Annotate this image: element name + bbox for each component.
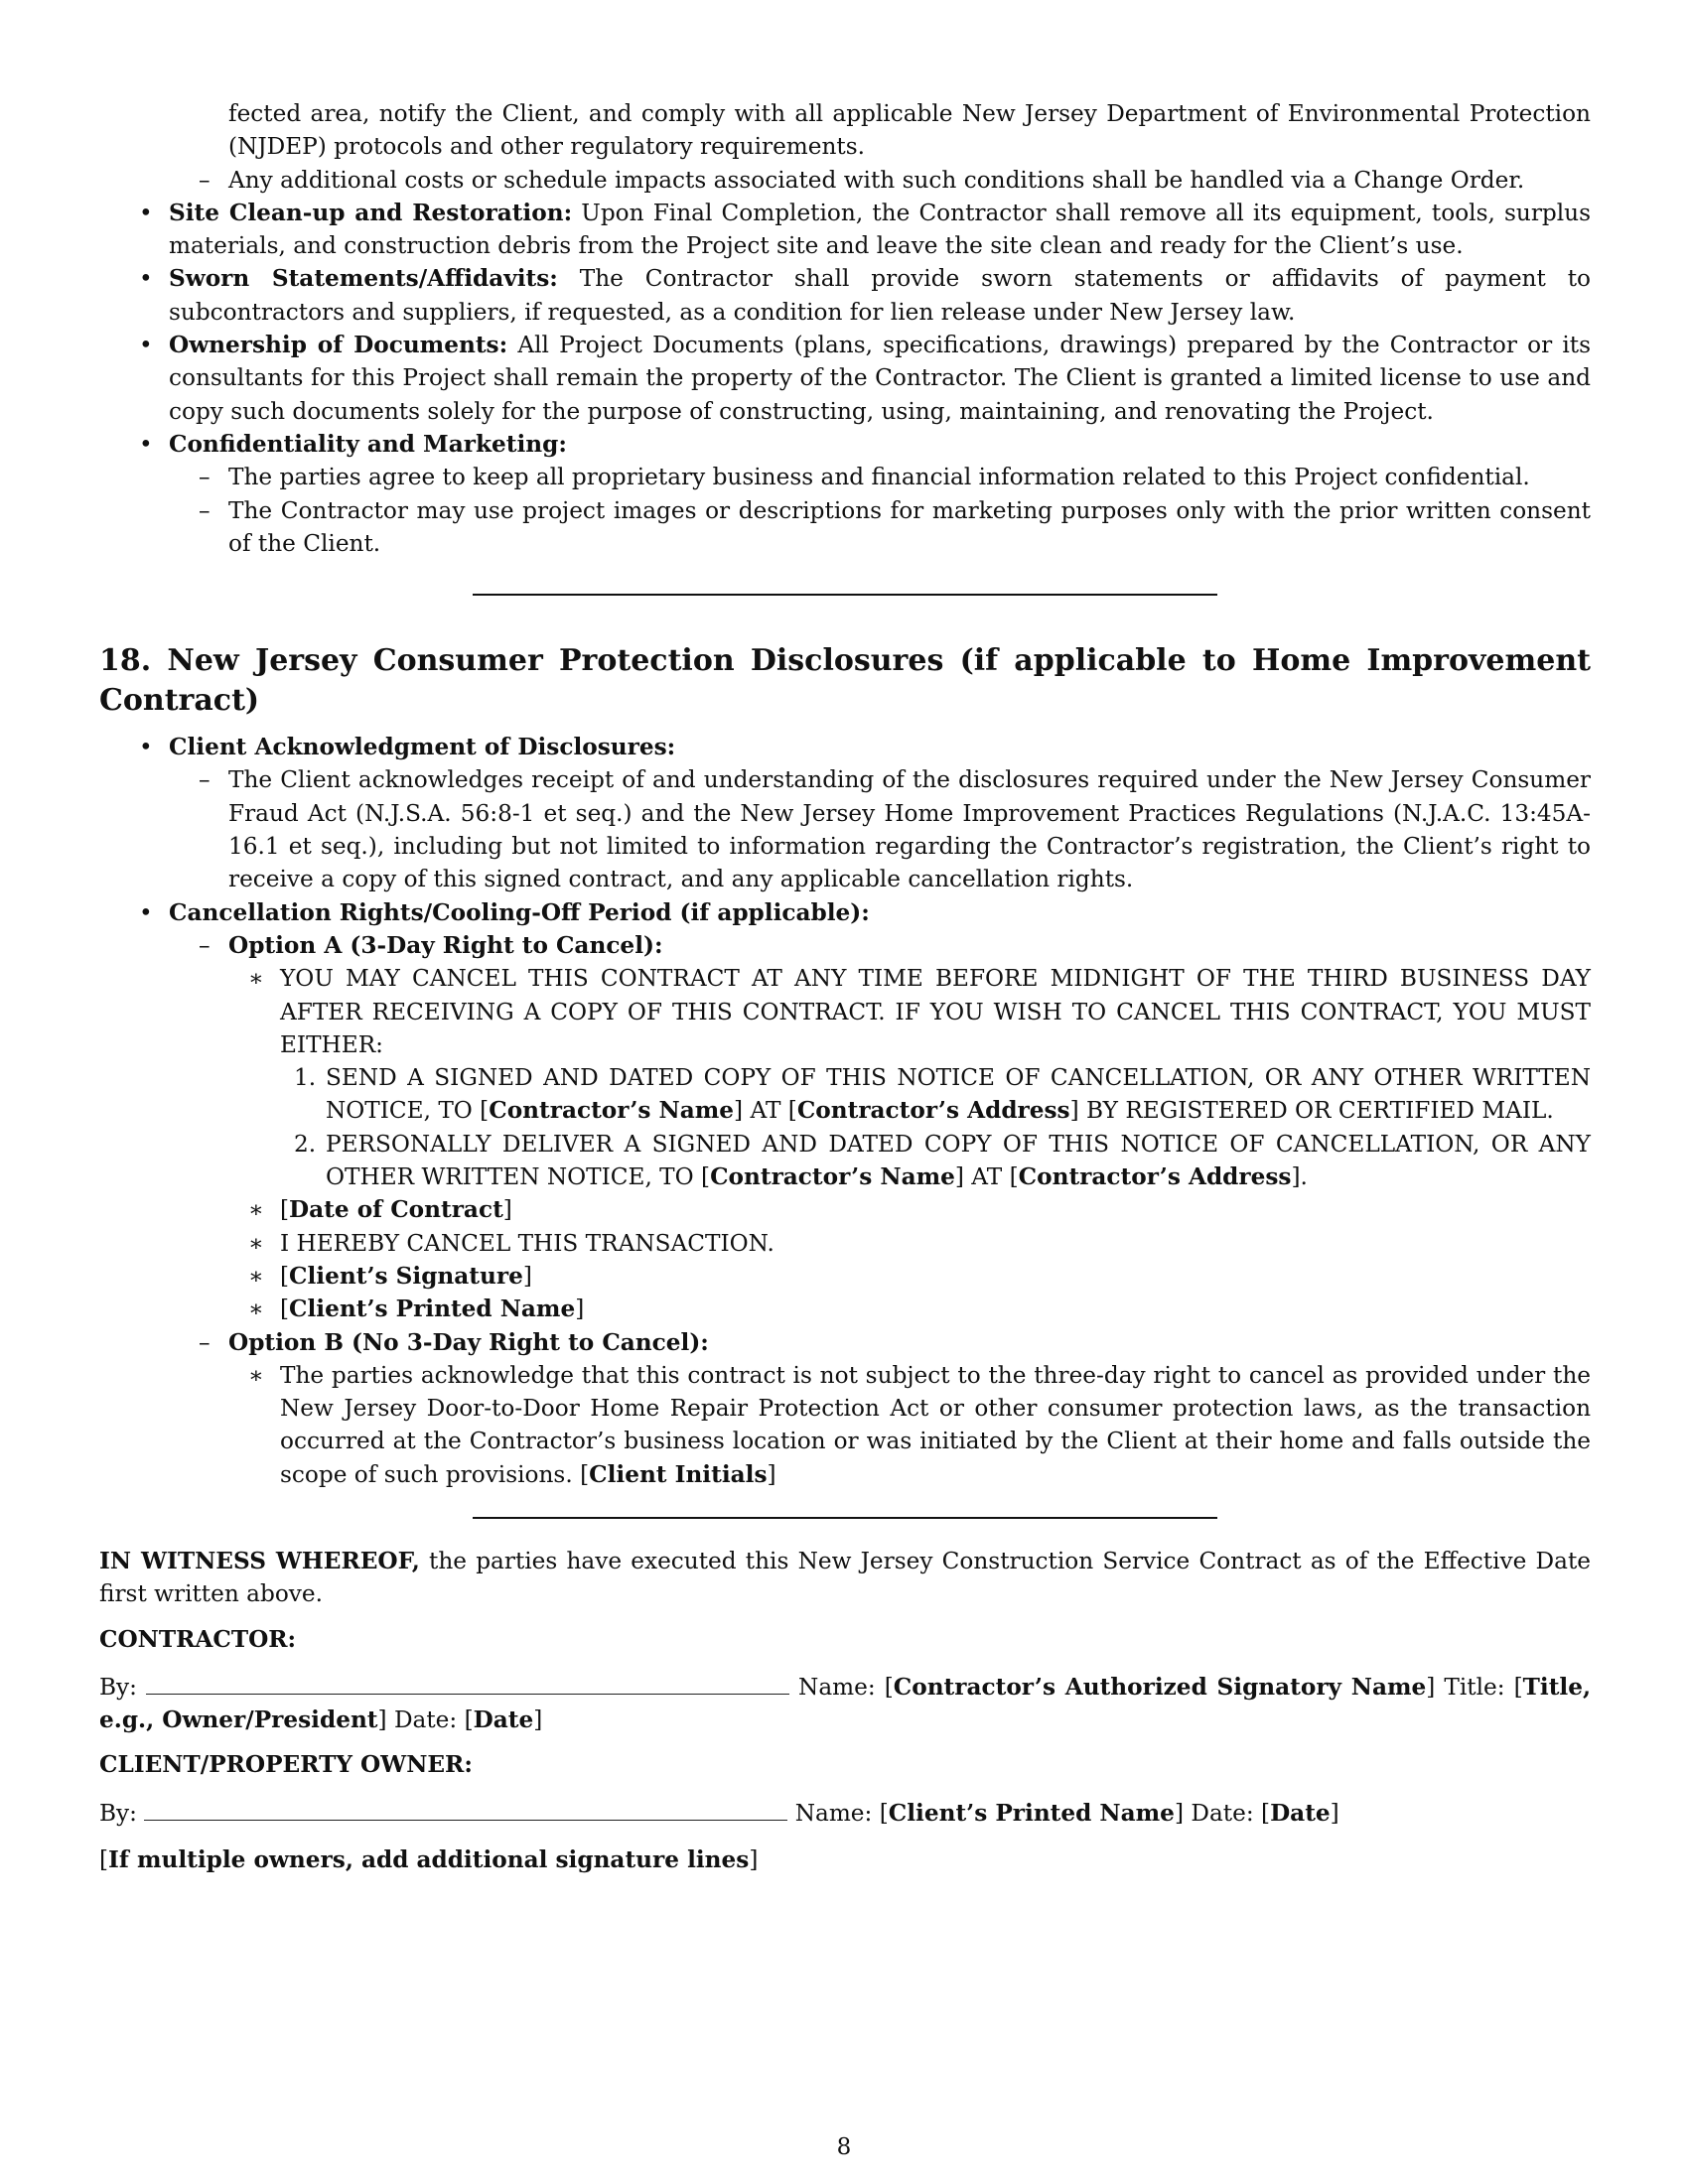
list-item: – Any additional costs or schedule impacts associated with such conditions shall be handled via a Change Order. (199, 166, 1525, 194)
contractor-signature-block: By: Name: [Contractor’s Authorized Signatory Name] Title: [Title, e.g., Owner/President] Date: [Date] (99, 1670, 1591, 1737)
list-item: ∗ I HEREBY CANCEL THIS TRANSACTION. (248, 1229, 774, 1257)
list-item: ∗ [Client’s Signature] (248, 1262, 532, 1290)
document-page (99, 97, 1591, 1876)
list-item: • Site Clean-up and Restoration: Upon Final Completion, the Contractor shall remove all its equipment, tools, surplus materials, and construction debris from the Project site and leave the site clean and ready for the Client’s use. (139, 199, 1592, 260)
client-signature-block: By: Name: [Client’s Printed Name] Date: [Date] (99, 1796, 1591, 1830)
list-item: – Option A (3-Day Right to Cancel): (199, 931, 663, 959)
list-item: • Sworn Statements/Affidavits: The Contractor shall provide sworn statements or affidavits of payment to subcontractors and suppliers, if requested, as a condition for lien release under New Jersey law. (139, 265, 1591, 326)
list-item: ∗ [Date of Contract] (248, 1196, 512, 1224)
list-item: – The Client acknowledges receipt of and understanding of the disclosures required under the New Jersey Consumer Fraud Act (N.J.S.A. 56:8-1 et seq.) and the New Jersey Home Improvement Practices Regulations (N.J.A.C. 13:45A-16.1 et seq.), including but not limited to information regarding the Contractor’s registration, the Client’s right to receive a copy of this signed contract, and any applicable cancellation rights. (199, 766, 1591, 893)
list-item: – The parties agree to keep all proprietary business and financial information related to this Project confidential. (199, 464, 1530, 491)
list-item: ∗ [Client’s Printed Name] (248, 1296, 585, 1323)
section-heading: 18. New Jersey Consumer Protection Disclosures (if applicable to Home Improvement Contract) (99, 643, 1591, 719)
list-item: • Client Acknowledgment of Disclosures: (139, 734, 676, 761)
contractor-heading: CONTRACTOR: (99, 1625, 297, 1653)
numbered-item: 2. PERSONALLY DELIVER A SIGNED AND DATED COPY OF THIS NOTICE OF CANCELLATION, OR ANY OTHER WRITTEN NOTICE, TO [Contractor’s Name] AT [Contractor’s Address]. (294, 1130, 1591, 1191)
list-item: • Ownership of Documents: All Project Documents (plans, specifications, drawings) prepared by the Contractor or its consultants for this Project shall remain the property of the Contractor. The Client is granted a limited license to use and copy such documents solely for the purpose of constructing, using, maintaining, and renovating the Project. (139, 332, 1591, 425)
continued-subitem: fected area, notify the Client, and comply with all applicable New Jersey Department of Environmental Protection (NJDEP) protocols and other regulatory requirements. (228, 100, 1591, 161)
list-item: • Cancellation Rights/Cooling-Off Period (if applicable): (139, 898, 870, 926)
witness-paragraph: IN WITNESS WHEREOF, the parties have executed this New Jersey Construction Service Contract as of the Effective Date first written above. (99, 1547, 1591, 1608)
contractor-signature-line[interactable] (146, 1670, 789, 1695)
client-heading: CLIENT/PROPERTY OWNER: (99, 1751, 473, 1779)
list-item: • Confidentiality and Marketing: (139, 430, 567, 458)
numbered-item: 1. SEND A SIGNED AND DATED COPY OF THIS NOTICE OF CANCELLATION, OR ANY OTHER WRITTEN NOTICE, TO [Contractor’s Name] AT [Contractor’s Address] BY REGISTERED OR CERTIFIED MAIL. (294, 1064, 1591, 1125)
list-item: ∗ The parties acknowledge that this contract is not subject to the three-day right to cancel as provided under the New Jersey Door-to-Door Home Repair Protection Act or other consumer protection laws, as the transaction occurred at the Contractor’s business location or was initiated by the Client at their home and falls outside the scope of such provisions. [Client Initials] (248, 1361, 1591, 1488)
client-signature-line[interactable] (144, 1796, 787, 1821)
list-item: – Option B (No 3-Day Right to Cancel): (199, 1328, 709, 1356)
multiple-owners-note: [If multiple owners, add additional signature lines] (99, 1846, 759, 1874)
list-item: – The Contractor may use project images or descriptions for marketing purposes only with the prior written consent of the Client. (199, 496, 1591, 557)
list-item: ∗ YOU MAY CANCEL THIS CONTRACT AT ANY TIME BEFORE MIDNIGHT OF THE THIRD BUSINESS DAY AFTER RECEIVING A COPY OF THIS CONTRACT. IF YOU WISH TO CANCEL THIS CONTRACT, YOU MUST EITHER: (248, 965, 1591, 1058)
page-number: 8 (836, 2134, 852, 2160)
